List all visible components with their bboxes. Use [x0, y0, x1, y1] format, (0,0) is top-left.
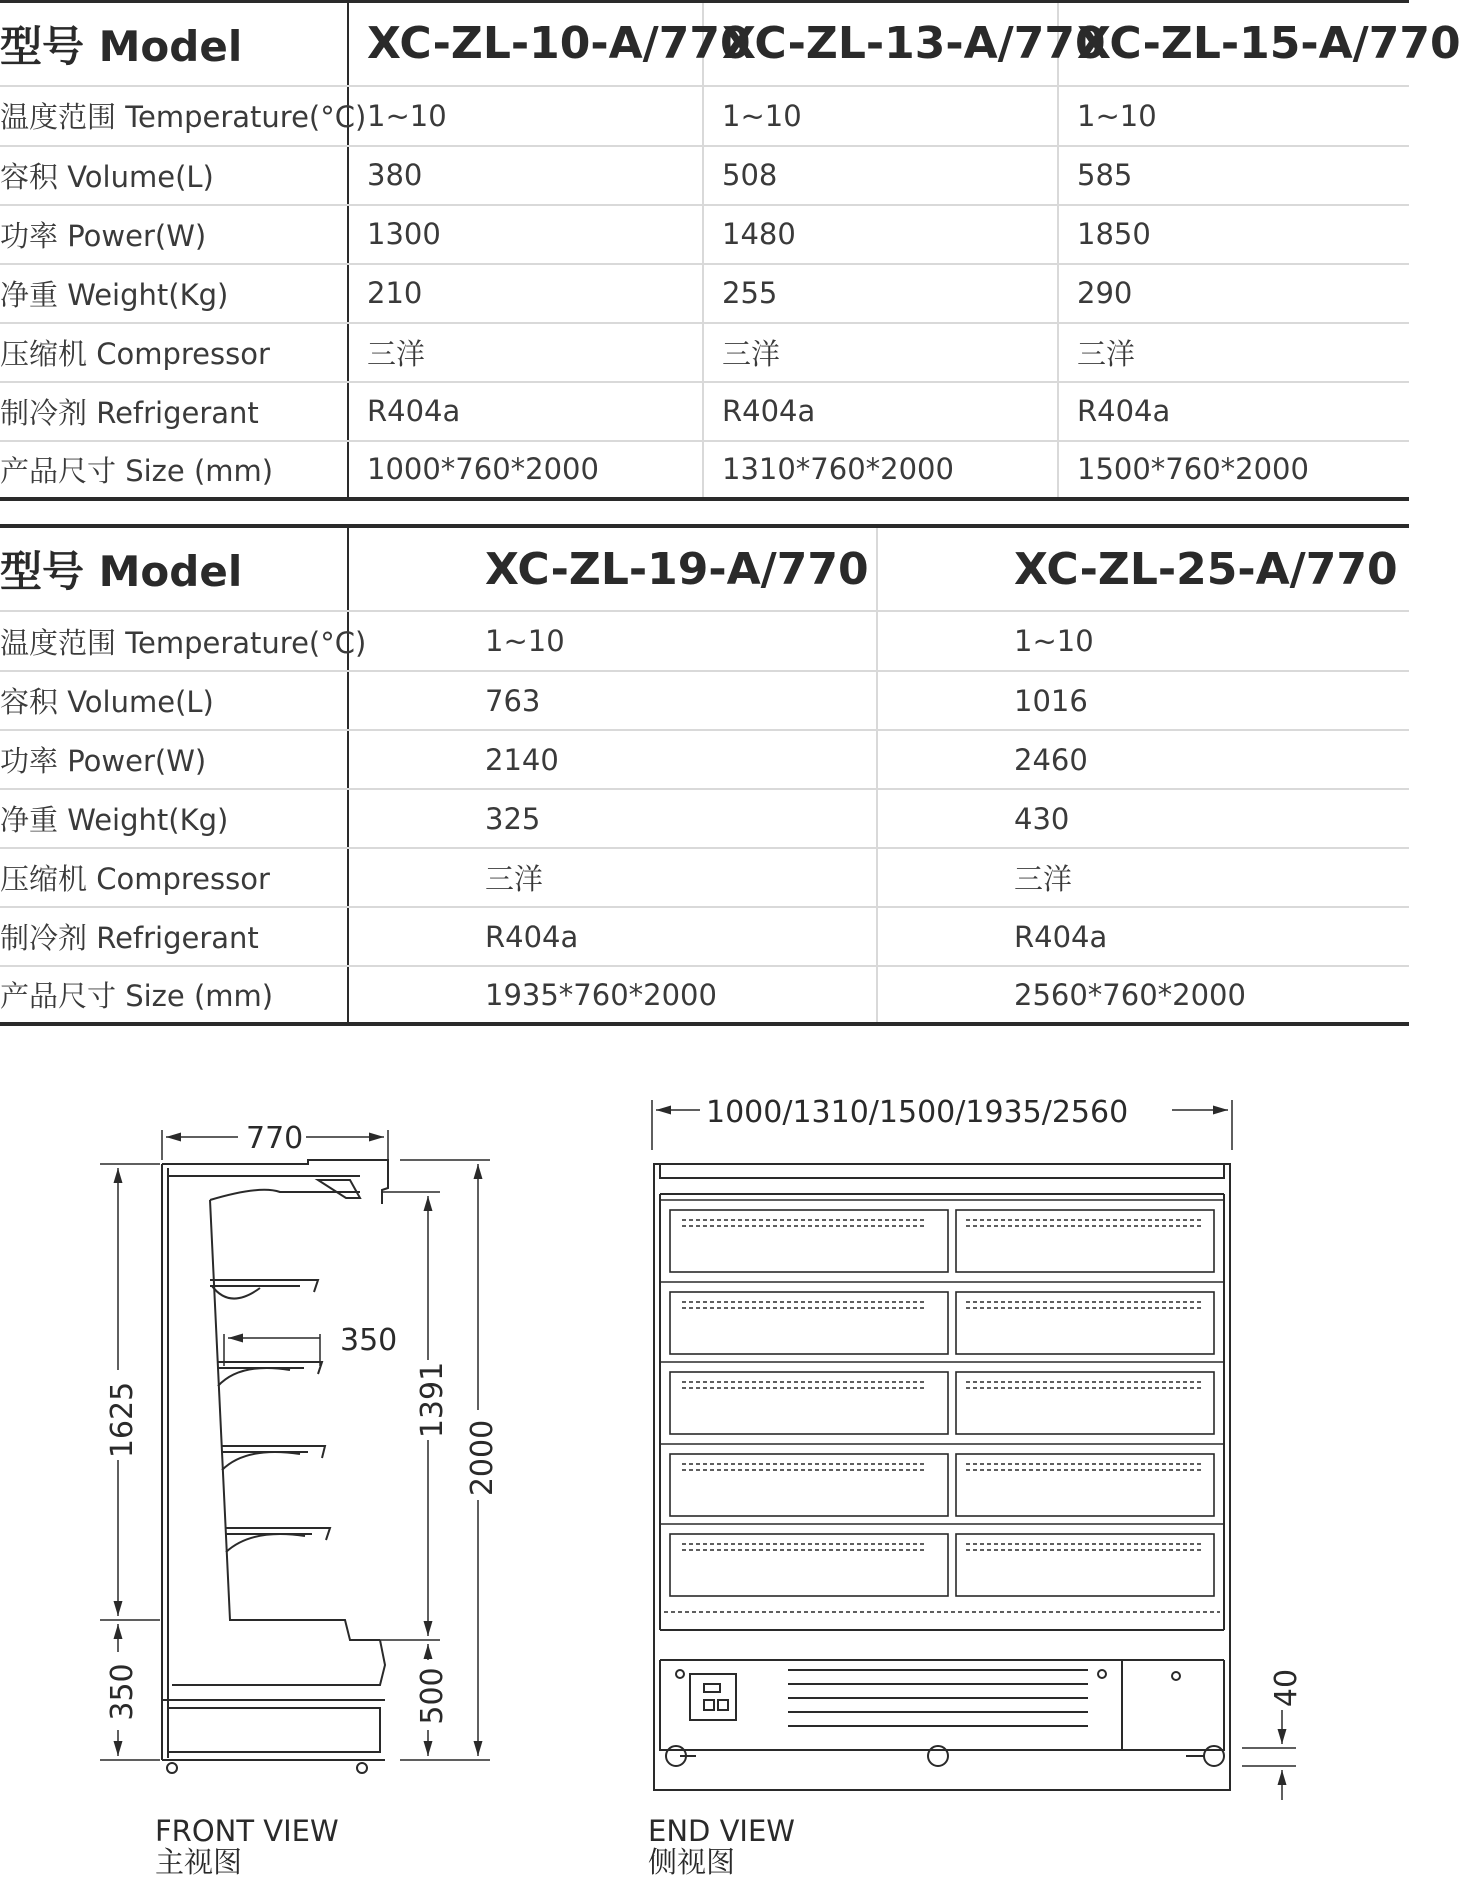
front-view-caption-cn: 主视图	[155, 1845, 243, 1879]
front-view-caption-cn-wrap	[155, 1846, 242, 1879]
table-row	[0, 789, 1409, 848]
cell-value: 1~10	[348, 611, 877, 671]
row-label: 功率 Power(W)	[0, 730, 348, 789]
cell-value: R404a	[1058, 382, 1409, 441]
model-name: XC-ZL-15-A/770	[1058, 2, 1409, 86]
row-label: 温度范围 Temperature(°C)	[0, 611, 348, 671]
dim-shelf-label: 350	[340, 1323, 398, 1358]
cell-value: 三洋	[1058, 323, 1409, 382]
spec-table-2	[0, 524, 1409, 1026]
model-name: XC-ZL-25-A/770	[877, 526, 1409, 611]
table-row	[0, 730, 1409, 789]
cell-value: 290	[1058, 264, 1409, 323]
model-name: XC-ZL-13-A/770	[703, 2, 1058, 86]
dim-lower-label: 350	[105, 1663, 140, 1721]
row-label: 制冷剂 Refrigerant	[0, 382, 348, 441]
cell-value: 1~10	[703, 86, 1058, 146]
table-header-row	[0, 2, 1409, 86]
dim-depth-label: 770	[246, 1121, 304, 1156]
end-view-caption	[648, 1815, 795, 1848]
cell-value: 三洋	[877, 848, 1409, 907]
table-row	[0, 671, 1409, 730]
cell-value: R404a	[348, 382, 703, 441]
cell-value: 1500*760*2000	[1058, 441, 1409, 499]
cell-value: 1000*760*2000	[348, 441, 703, 499]
cell-value: 2560*760*2000	[877, 966, 1409, 1024]
table-row	[0, 966, 1409, 1024]
model-name: XC-ZL-10-A/770	[348, 2, 703, 86]
row-label: 压缩机 Compressor	[0, 323, 348, 382]
table-row	[0, 441, 1409, 499]
model-name: XC-ZL-19-A/770	[348, 526, 877, 611]
cell-value: 210	[348, 264, 703, 323]
row-label: 功率 Power(W)	[0, 205, 348, 264]
cell-value: 1480	[703, 205, 1058, 264]
row-label: 净重 Weight(Kg)	[0, 264, 348, 323]
table-row	[0, 146, 1409, 205]
dim-width-label: 1000/1310/1500/1935/2560	[706, 1095, 1129, 1130]
table-row	[0, 848, 1409, 907]
cell-value: 380	[348, 146, 703, 205]
table-row	[0, 264, 1409, 323]
cell-value: 1016	[877, 671, 1409, 730]
model-header-label: 型号 Model	[0, 526, 348, 611]
cell-value: R404a	[348, 907, 877, 966]
cell-value: 1850	[1058, 205, 1409, 264]
end-view-caption-en: END VIEW	[648, 1814, 795, 1848]
cell-value: 1~10	[348, 86, 703, 146]
row-label: 温度范围 Temperature(°C)	[0, 86, 348, 146]
dim-base-label: 500	[415, 1667, 450, 1725]
cell-value: 1~10	[877, 611, 1409, 671]
table-row	[0, 323, 1409, 382]
dim-foot-label: 40	[1269, 1668, 1304, 1708]
row-label: 制冷剂 Refrigerant	[0, 907, 348, 966]
table-header-row	[0, 526, 1409, 611]
row-label: 容积 Volume(L)	[0, 146, 348, 205]
table-row	[0, 86, 1409, 146]
cell-value: 763	[348, 671, 877, 730]
table-row	[0, 382, 1409, 441]
dim-total-label: 2000	[465, 1419, 500, 1497]
front-view-caption-en: FRONT VIEW	[155, 1814, 339, 1848]
end-view-caption-cn: 侧视图	[648, 1845, 736, 1879]
row-label: 净重 Weight(Kg)	[0, 789, 348, 848]
cell-value: R404a	[877, 907, 1409, 966]
cell-value: 三洋	[348, 323, 703, 382]
cell-value: 1~10	[1058, 86, 1409, 146]
dim-upper-label: 1625	[105, 1381, 140, 1459]
cell-value: 508	[703, 146, 1058, 205]
model-header-label: 型号 Model	[0, 2, 348, 86]
row-label: 产品尺寸 Size (mm)	[0, 441, 348, 499]
end-view-caption-cn-wrap	[648, 1846, 735, 1879]
cell-value: 430	[877, 789, 1409, 848]
cell-value: 2460	[877, 730, 1409, 789]
cell-value: 585	[1058, 146, 1409, 205]
cell-value: 三洋	[703, 323, 1058, 382]
cell-value: 1935*760*2000	[348, 966, 877, 1024]
cell-value: 1310*760*2000	[703, 441, 1058, 499]
cell-value: 1300	[348, 205, 703, 264]
table-row	[0, 907, 1409, 966]
dim-inner-label: 1391	[415, 1361, 450, 1439]
spec-table-1	[0, 0, 1461, 501]
cell-value: 三洋	[348, 848, 877, 907]
table-row	[0, 205, 1409, 264]
row-label: 容积 Volume(L)	[0, 671, 348, 730]
cell-value: 255	[703, 264, 1058, 323]
row-label: 产品尺寸 Size (mm)	[0, 966, 348, 1024]
cell-value: R404a	[703, 382, 1058, 441]
cell-value: 325	[348, 789, 877, 848]
front-view-drawing	[0, 1080, 560, 1800]
end-view-drawing	[620, 1070, 1320, 1810]
cell-value: 2140	[348, 730, 877, 789]
front-view-caption	[155, 1815, 339, 1848]
table-row	[0, 611, 1409, 671]
row-label: 压缩机 Compressor	[0, 848, 348, 907]
